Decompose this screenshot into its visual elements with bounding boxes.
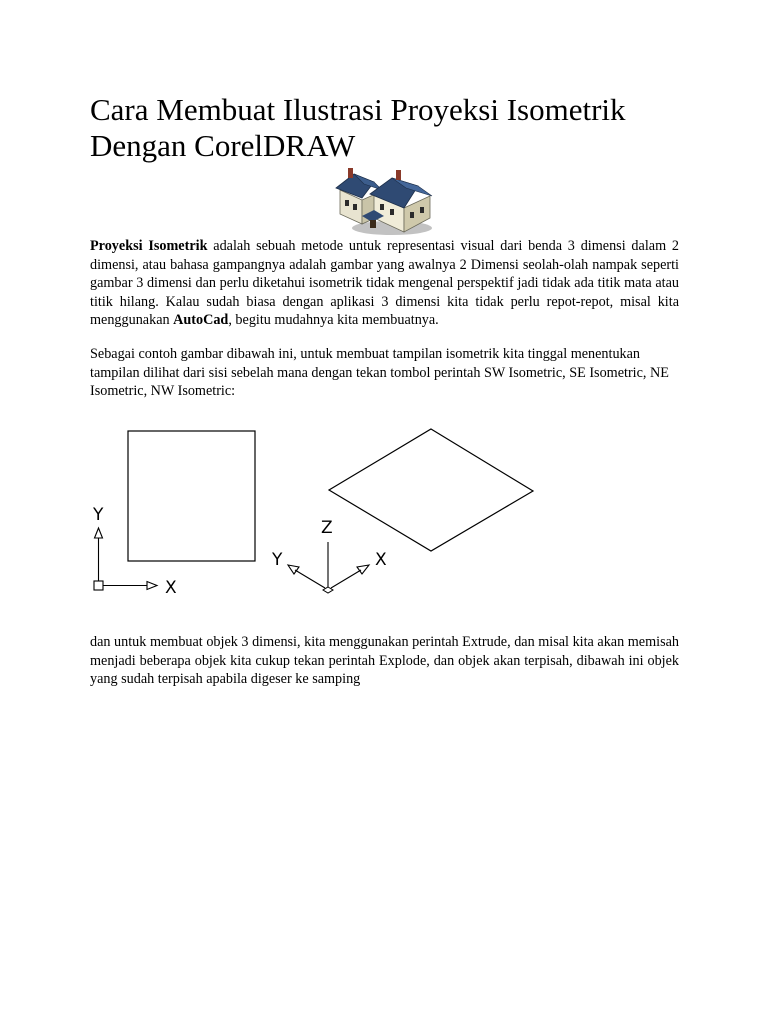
ucs-x-label: X xyxy=(165,578,177,598)
paragraph-intro xyxy=(90,237,679,330)
title-line-1: Cara Membuat Ilustrasi Proyeksi Isometrik xyxy=(90,92,626,127)
house-chimney-1 xyxy=(348,168,353,178)
ucs-y-label: Y xyxy=(93,505,104,525)
house-door xyxy=(370,220,376,228)
isometric-rhombus xyxy=(329,429,533,551)
paragraph-extrude: dan untuk membuat objek 3 dimensi, kita menggunakan perintah Extrude, dan misal kita akan memisah menjadi beberapa objek kita cukup tekan perintah Explode, dan objek akan terpisah, dibawah ini objek yang sudah terpisah apabila digeser ke samping xyxy=(90,634,679,688)
term-autocad: AutoCad xyxy=(173,312,229,329)
ucs-y-arrow xyxy=(95,528,103,538)
house-window xyxy=(345,200,349,206)
intro-text-a: adalah sebuah metode untuk representasi visual dari benda 3 dimensi dalam 2 dimensi, atau bahasa gampangnya adalah gambar yang awalnya 2 Dimensi seolah-olah nampak seperti gambar 3 dimensi dan perlu diketahui isometrik tidak mengenal perspektif jadi tidak ada titik mata atau titik hilang. Kalau sudah biasa dengan aplikasi 3 dimensi kita tidak perlu repot-repot, misal kita menggunakan xyxy=(90,238,680,329)
ucs-origin-box xyxy=(94,581,103,590)
iso-y-label: Y xyxy=(272,550,283,570)
iso-z-label: Z xyxy=(321,518,333,538)
house-window xyxy=(380,204,384,210)
term-proyeksi-isometrik: Proyeksi Isometrik xyxy=(90,238,208,254)
iso-x-axis xyxy=(331,570,361,588)
iso-x-label: X xyxy=(375,550,387,570)
house-icon xyxy=(334,164,434,238)
page-title xyxy=(90,92,690,164)
house-window xyxy=(410,212,414,218)
intro-text-b: , begitu mudahnya kita membuatnya. xyxy=(228,312,439,329)
iso-y-axis xyxy=(295,570,325,588)
title-line-2: Dengan CorelDRAW xyxy=(90,128,356,163)
ucs-x-arrow xyxy=(147,582,157,590)
house-window xyxy=(390,209,394,215)
iso-y-arrow xyxy=(288,565,299,574)
isometric-figure xyxy=(85,420,545,605)
house-window xyxy=(420,207,424,213)
house-chimney-2 xyxy=(396,170,401,180)
house-window xyxy=(353,204,357,210)
plan-square xyxy=(128,431,255,561)
iso-x-arrow xyxy=(357,565,369,574)
paragraph-example: Sebagai contoh gambar dibawah ini, untuk membuat tampilan isometrik kita tinggal menentukan tampilan dilihat dari sisi sebelah mana dengan tekan tombol perintah SW Isometric, SE Isometric, NE Isometric, NW Isometric: xyxy=(90,346,669,400)
